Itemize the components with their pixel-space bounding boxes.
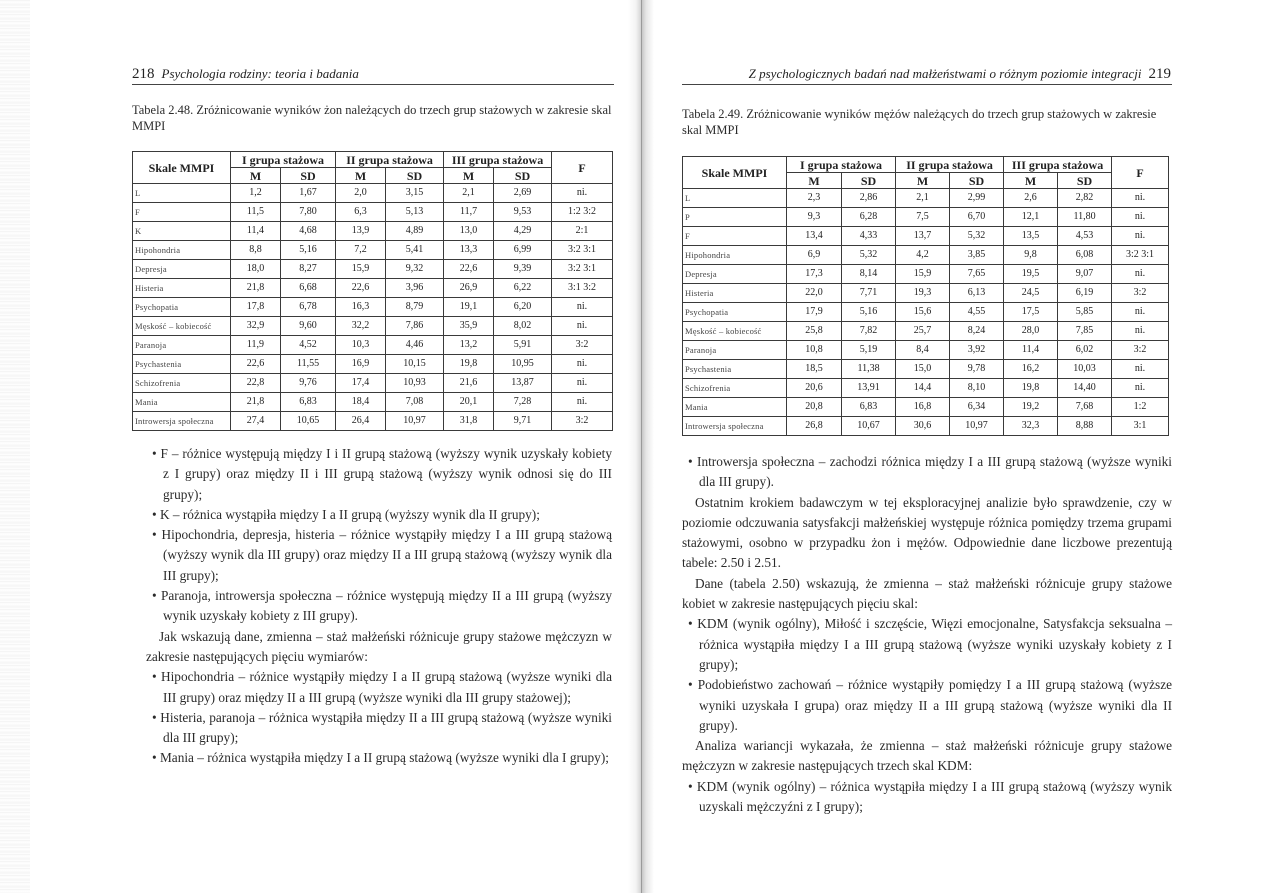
value-cell-m2: 32,2 <box>336 317 386 336</box>
header-group-2: II grupa stażowa <box>336 152 444 168</box>
value-cell-m2: 15,9 <box>336 260 386 279</box>
left-header-rule <box>132 84 614 85</box>
value-cell-sd3: 9,53 <box>494 203 552 222</box>
value-cell-sd1: 2,86 <box>842 189 896 208</box>
value-cell-m3: 13,0 <box>444 222 494 241</box>
value-cell-sd3: 5,91 <box>494 336 552 355</box>
value-cell-m3: 32,3 <box>1004 417 1058 436</box>
value-cell-m1: 10,8 <box>787 341 842 360</box>
value-cell-f: ni. <box>552 317 613 336</box>
value-cell-f: 3:2 <box>1112 284 1169 303</box>
value-cell-sd2: 10,97 <box>950 417 1004 436</box>
value-cell-m3: 11,7 <box>444 203 494 222</box>
value-cell-sd2: 9,32 <box>386 260 444 279</box>
value-cell-sd2: 3,92 <box>950 341 1004 360</box>
scale-name-cell: Paranoja <box>133 336 231 355</box>
scale-name-cell: Depresja <box>133 260 231 279</box>
header-m: M <box>444 168 494 184</box>
value-cell-sd2: 5,32 <box>950 227 1004 246</box>
header-f: F <box>552 152 613 184</box>
value-cell-sd3: 9,71 <box>494 412 552 431</box>
value-cell-m1: 22,8 <box>231 374 281 393</box>
value-cell-sd3: 10,95 <box>494 355 552 374</box>
table-row <box>133 374 613 393</box>
value-cell-sd3: 13,87 <box>494 374 552 393</box>
value-cell-m3: 19,1 <box>444 298 494 317</box>
value-cell-sd2: 10,97 <box>386 412 444 431</box>
value-cell-f: 3:1 3:2 <box>552 279 613 298</box>
value-cell-m3: 26,9 <box>444 279 494 298</box>
value-cell-m3: 31,8 <box>444 412 494 431</box>
scale-name-cell: F <box>683 227 787 246</box>
header-group-1: I grupa stażowa <box>787 157 896 173</box>
left-page-number: 218 <box>132 66 155 82</box>
table-row <box>133 298 613 317</box>
value-cell-sd2: 2,99 <box>950 189 1004 208</box>
value-cell-f: ni. <box>552 184 613 203</box>
header-group-1: I grupa stażowa <box>231 152 336 168</box>
table-row <box>133 260 613 279</box>
value-cell-sd3: 10,03 <box>1058 360 1112 379</box>
value-cell-m2: 2,1 <box>896 189 950 208</box>
value-cell-sd3: 11,80 <box>1058 208 1112 227</box>
left-running-head <box>132 66 359 83</box>
header-m: M <box>896 173 950 189</box>
value-cell-m1: 22,6 <box>231 355 281 374</box>
value-cell-sd2: 4,46 <box>386 336 444 355</box>
value-cell-f: 3:2 <box>552 412 613 431</box>
value-cell-m1: 6,9 <box>787 246 842 265</box>
value-cell-f: ni. <box>1112 265 1169 284</box>
value-cell-m2: 8,4 <box>896 341 950 360</box>
table-row <box>133 336 613 355</box>
table-row <box>683 341 1169 360</box>
value-cell-m1: 9,3 <box>787 208 842 227</box>
value-cell-sd2: 6,13 <box>950 284 1004 303</box>
bullet-item: • Mania – różnica wystąpiła między I a II grupą stażową (wyższe wyniki dla I grupy); <box>152 750 609 766</box>
scale-name-cell: Schizofrenia <box>133 374 231 393</box>
value-cell-f: ni. <box>552 393 613 412</box>
value-cell-f: 3:2 3:1 <box>552 241 613 260</box>
value-cell-m3: 22,6 <box>444 260 494 279</box>
value-cell-m1: 11,4 <box>231 222 281 241</box>
table-row <box>683 284 1169 303</box>
value-cell-m1: 18,0 <box>231 260 281 279</box>
table-row <box>683 360 1169 379</box>
value-cell-m3: 16,2 <box>1004 360 1058 379</box>
scale-name-cell: Schizofrenia <box>683 379 787 398</box>
value-cell-sd1: 7,71 <box>842 284 896 303</box>
right-page <box>632 0 1263 893</box>
table-row <box>683 227 1169 246</box>
value-cell-sd2: 7,65 <box>950 265 1004 284</box>
value-cell-sd2: 8,79 <box>386 298 444 317</box>
header-group-3: III grupa stażowa <box>1004 157 1112 173</box>
value-cell-sd1: 4,33 <box>842 227 896 246</box>
value-cell-m1: 11,5 <box>231 203 281 222</box>
left-running-title: Psychologia rodziny: teoria i badania <box>161 66 359 81</box>
scale-name-cell: Hipohondria <box>683 246 787 265</box>
value-cell-m3: 13,3 <box>444 241 494 260</box>
value-cell-f: 3:2 3:1 <box>1112 246 1169 265</box>
value-cell-sd2: 8,10 <box>950 379 1004 398</box>
value-cell-sd1: 4,52 <box>281 336 336 355</box>
bullet-item: • K – różnica wystąpiła między I a II grupą (wyższy wynik dla II grupy); <box>152 506 540 522</box>
header-m: M <box>787 173 842 189</box>
value-cell-sd1: 5,32 <box>842 246 896 265</box>
value-cell-m2: 15,0 <box>896 360 950 379</box>
value-cell-m3: 11,4 <box>1004 341 1058 360</box>
value-cell-m3: 9,8 <box>1004 246 1058 265</box>
scale-name-cell: Hipohondria <box>133 241 231 260</box>
right-body-text <box>682 452 1172 817</box>
scale-name-cell: Mania <box>683 398 787 417</box>
value-cell-m1: 22,0 <box>787 284 842 303</box>
value-cell-sd2: 3,15 <box>386 184 444 203</box>
value-cell-m3: 35,9 <box>444 317 494 336</box>
value-cell-m1: 21,8 <box>231 393 281 412</box>
left-body-text <box>146 444 612 769</box>
value-cell-m2: 4,2 <box>896 246 950 265</box>
table-row <box>683 208 1169 227</box>
value-cell-sd1: 5,16 <box>842 303 896 322</box>
scale-name-cell: Histeria <box>683 284 787 303</box>
value-cell-sd1: 5,19 <box>842 341 896 360</box>
table-row <box>133 355 613 374</box>
value-cell-m1: 8,8 <box>231 241 281 260</box>
value-cell-m1: 32,9 <box>231 317 281 336</box>
value-cell-f: ni. <box>552 374 613 393</box>
value-cell-sd2: 3,96 <box>386 279 444 298</box>
header-m: M <box>1004 173 1058 189</box>
header-f: F <box>1112 157 1169 189</box>
bullet-item: • KDM (wynik ogólny), Miłość i szczęście, Więzi emocjonalne, Satysfakcja seksualna – różnica wystąpiła między I a III grupą stażową (wyższe wyniki uzyskały kobiety z I grupy); <box>688 616 1172 672</box>
table-row <box>133 184 613 203</box>
value-cell-m2: 7,5 <box>896 208 950 227</box>
value-cell-sd1: 10,67 <box>842 417 896 436</box>
value-cell-sd1: 9,76 <box>281 374 336 393</box>
value-cell-m3: 2,6 <box>1004 189 1058 208</box>
value-cell-m2: 26,4 <box>336 412 386 431</box>
value-cell-sd1: 6,68 <box>281 279 336 298</box>
table-row <box>133 279 613 298</box>
value-cell-m1: 20,6 <box>787 379 842 398</box>
table-row <box>683 303 1169 322</box>
value-cell-m2: 7,2 <box>336 241 386 260</box>
value-cell-sd1: 9,60 <box>281 317 336 336</box>
scale-name-cell: Introwersja społeczna <box>133 412 231 431</box>
right-running-head <box>749 66 1171 83</box>
value-cell-sd3: 4,29 <box>494 222 552 241</box>
header-sd: SD <box>281 168 336 184</box>
left-mmpi-table <box>132 151 613 431</box>
value-cell-f: ni. <box>1112 208 1169 227</box>
scale-name-cell: Depresja <box>683 265 787 284</box>
paragraph: Ostatnim krokiem badawczym w tej eksploracyjnej analizie było sprawdzenie, czy w poziomie odczuwania satysfakcji małżeńskiej występuje różnica pomiędzy trzema grupami stażowymi, osobno w przypadku żon i mężów. Odpowiednie dane liczbowe prezentują tabele: 2.50 i 2.51. <box>682 494 1172 571</box>
value-cell-m3: 19,5 <box>1004 265 1058 284</box>
right-running-title: Z psychologicznych badań nad małżeństwami o różnym poziomie integracji <box>748 66 1142 81</box>
value-cell-m2: 13,9 <box>336 222 386 241</box>
value-cell-sd3: 8,88 <box>1058 417 1112 436</box>
value-cell-m1: 18,5 <box>787 360 842 379</box>
value-cell-sd2: 3,85 <box>950 246 1004 265</box>
value-cell-sd3: 6,08 <box>1058 246 1112 265</box>
value-cell-m2: 15,9 <box>896 265 950 284</box>
bullet-item: • Histeria, paranoja – różnica wystąpiła między II a III grupą stażową (wyższe wyniki dla III grupy); <box>152 709 612 746</box>
header-m: M <box>336 168 386 184</box>
value-cell-f: 2:1 <box>552 222 613 241</box>
value-cell-f: ni. <box>552 298 613 317</box>
value-cell-m2: 30,6 <box>896 417 950 436</box>
table-row <box>683 265 1169 284</box>
table-row <box>683 417 1169 436</box>
value-cell-m1: 2,3 <box>787 189 842 208</box>
value-cell-f: ni. <box>1112 379 1169 398</box>
value-cell-f: 1:2 3:2 <box>552 203 613 222</box>
paragraph: Jak wskazują dane, zmienna – staż małżeński różnicuje grupy stażowe mężczyzn w zakresie następujących pięciu wymiarów: <box>146 628 612 664</box>
value-cell-sd2: 10,93 <box>386 374 444 393</box>
value-cell-sd3: 7,28 <box>494 393 552 412</box>
value-cell-sd1: 8,14 <box>842 265 896 284</box>
left-table-caption: Tabela 2.48. Zróżnicowanie wyników żon należących do trzech grup stażowych w zakresie skal MMPI <box>132 103 612 133</box>
value-cell-sd1: 6,28 <box>842 208 896 227</box>
right-mmpi-table <box>682 156 1169 436</box>
scale-name-cell: Introwersja społeczna <box>683 417 787 436</box>
value-cell-m1: 11,9 <box>231 336 281 355</box>
value-cell-sd2: 5,13 <box>386 203 444 222</box>
header-sd: SD <box>950 173 1004 189</box>
value-cell-m3: 13,5 <box>1004 227 1058 246</box>
value-cell-m2: 13,7 <box>896 227 950 246</box>
value-cell-f: ni. <box>1112 360 1169 379</box>
value-cell-m1: 21,8 <box>231 279 281 298</box>
value-cell-m2: 17,4 <box>336 374 386 393</box>
value-cell-f: ni. <box>552 355 613 374</box>
value-cell-sd1: 11,55 <box>281 355 336 374</box>
value-cell-m3: 28,0 <box>1004 322 1058 341</box>
scale-name-cell: Męskość – kobiecość <box>133 317 231 336</box>
value-cell-m2: 15,6 <box>896 303 950 322</box>
bullet-item: • Paranoja, introwersja społeczna – różnice występują między II a III grupą (wyższy wynik uzyskały kobiety z III grupy). <box>152 588 612 624</box>
value-cell-sd3: 5,85 <box>1058 303 1112 322</box>
value-cell-sd3: 6,20 <box>494 298 552 317</box>
header-group-3: III grupa stażowa <box>444 152 552 168</box>
table-row <box>133 203 613 222</box>
value-cell-m1: 26,8 <box>787 417 842 436</box>
value-cell-m2: 18,4 <box>336 393 386 412</box>
value-cell-sd3: 6,22 <box>494 279 552 298</box>
scale-name-cell: L <box>683 189 787 208</box>
scale-name-cell: Mania <box>133 393 231 412</box>
value-cell-sd1: 6,83 <box>281 393 336 412</box>
value-cell-f: ni. <box>1112 189 1169 208</box>
value-cell-sd1: 7,80 <box>281 203 336 222</box>
value-cell-m1: 17,9 <box>787 303 842 322</box>
value-cell-m3: 2,1 <box>444 184 494 203</box>
right-header-rule <box>682 84 1172 85</box>
bullet-item: • Hipochondria – różnice wystąpiły między I a II grupą stażową (wyższe wyniki dla III grupy) oraz między II a III grupą (wyższe wyniki dla III grupy stażowej); <box>152 669 612 705</box>
value-cell-sd3: 7,68 <box>1058 398 1112 417</box>
value-cell-m1: 1,2 <box>231 184 281 203</box>
value-cell-m1: 25,8 <box>787 322 842 341</box>
right-table-caption: Tabela 2.49. Zróżnicowanie wyników mężów należących do trzech grup stażowych w zakresie skal MMPI <box>682 107 1157 137</box>
value-cell-sd2: 6,70 <box>950 208 1004 227</box>
header-sd: SD <box>386 168 444 184</box>
value-cell-m2: 2,0 <box>336 184 386 203</box>
value-cell-sd2: 4,55 <box>950 303 1004 322</box>
value-cell-f: 3:2 <box>552 336 613 355</box>
scale-name-cell: L <box>133 184 231 203</box>
value-cell-m1: 17,3 <box>787 265 842 284</box>
value-cell-sd3: 6,99 <box>494 241 552 260</box>
value-cell-sd1: 11,38 <box>842 360 896 379</box>
value-cell-m3: 19,2 <box>1004 398 1058 417</box>
scale-name-cell: Psychopatia <box>683 303 787 322</box>
table-row <box>683 189 1169 208</box>
header-m: M <box>231 168 281 184</box>
value-cell-f: 3:1 <box>1112 417 1169 436</box>
value-cell-m2: 10,3 <box>336 336 386 355</box>
value-cell-m3: 24,5 <box>1004 284 1058 303</box>
value-cell-sd2: 10,15 <box>386 355 444 374</box>
value-cell-sd3: 9,07 <box>1058 265 1112 284</box>
value-cell-sd1: 1,67 <box>281 184 336 203</box>
value-cell-m2: 16,9 <box>336 355 386 374</box>
bullet-item: • Hipochondria, depresja, histeria – różnice wystąpiły między I a III grupą stażową (wyższy wynik dla III grupy) oraz między II a III grupą stażową (wyższy wynik dla III grupy); <box>152 527 612 583</box>
value-cell-m3: 21,6 <box>444 374 494 393</box>
value-cell-sd3: 6,02 <box>1058 341 1112 360</box>
value-cell-f: 1:2 <box>1112 398 1169 417</box>
value-cell-f: 3:2 <box>1112 341 1169 360</box>
value-cell-sd3: 14,40 <box>1058 379 1112 398</box>
value-cell-sd2: 6,34 <box>950 398 1004 417</box>
value-cell-sd3: 2,69 <box>494 184 552 203</box>
value-cell-m2: 19,3 <box>896 284 950 303</box>
value-cell-m2: 16,3 <box>336 298 386 317</box>
right-page-number: 219 <box>1148 66 1171 82</box>
value-cell-sd2: 9,78 <box>950 360 1004 379</box>
value-cell-m1: 27,4 <box>231 412 281 431</box>
table-row <box>133 222 613 241</box>
value-cell-sd1: 10,65 <box>281 412 336 431</box>
value-cell-sd1: 6,83 <box>842 398 896 417</box>
bullet-item: • F – różnice występują między I i II grupą stażową (wyższy wynik uzyskały kobiety z I grupy) oraz między II i III grupą stażową (wyższy wynik odnosi się do III grupy); <box>152 446 612 502</box>
value-cell-m2: 14,4 <box>896 379 950 398</box>
table-row <box>683 322 1169 341</box>
value-cell-sd1: 8,27 <box>281 260 336 279</box>
value-cell-sd1: 4,68 <box>281 222 336 241</box>
bullet-item: • Introwersja społeczna – zachodzi różnica między I a III grupą stażową (wyższe wyniki dla III grupy). <box>688 454 1172 490</box>
value-cell-sd3: 4,53 <box>1058 227 1112 246</box>
scale-name-cell: K <box>133 222 231 241</box>
value-cell-m1: 20,8 <box>787 398 842 417</box>
value-cell-sd1: 13,91 <box>842 379 896 398</box>
header-sd: SD <box>842 173 896 189</box>
scale-name-cell: Histeria <box>133 279 231 298</box>
value-cell-sd2: 4,89 <box>386 222 444 241</box>
value-cell-m2: 25,7 <box>896 322 950 341</box>
value-cell-m3: 20,1 <box>444 393 494 412</box>
value-cell-m2: 16,8 <box>896 398 950 417</box>
value-cell-m1: 17,8 <box>231 298 281 317</box>
header-sd: SD <box>1058 173 1112 189</box>
scale-name-cell: F <box>133 203 231 222</box>
value-cell-m2: 22,6 <box>336 279 386 298</box>
value-cell-f: ni. <box>1112 322 1169 341</box>
value-cell-sd3: 8,02 <box>494 317 552 336</box>
scale-name-cell: Męskość – kobiecość <box>683 322 787 341</box>
value-cell-sd2: 7,86 <box>386 317 444 336</box>
value-cell-f: ni. <box>1112 303 1169 322</box>
value-cell-sd3: 2,82 <box>1058 189 1112 208</box>
scale-name-cell: P <box>683 208 787 227</box>
table-row <box>683 379 1169 398</box>
bullet-item: • Podobieństwo zachowań – różnice wystąpiły pomiędzy I a III grupą stażową (wyższe wyniki uzyskała I grupa) oraz między II a III grupą stażową (wyższe wyniki dla II grupy). <box>688 677 1172 733</box>
value-cell-sd2: 8,24 <box>950 322 1004 341</box>
table-row <box>683 398 1169 417</box>
value-cell-sd2: 5,41 <box>386 241 444 260</box>
header-sd: SD <box>494 168 552 184</box>
value-cell-m3: 17,5 <box>1004 303 1058 322</box>
value-cell-sd2: 7,08 <box>386 393 444 412</box>
table-row <box>133 241 613 260</box>
table-row <box>133 412 613 431</box>
header-skale: Skale MMPI <box>683 157 787 189</box>
value-cell-sd3: 9,39 <box>494 260 552 279</box>
bullet-item: • KDM (wynik ogólny) – różnica wystąpiła między I a III grupą stażową (wyższy wynik uzyskali mężczyźni z I grupy); <box>688 778 1172 815</box>
header-skale: Skale MMPI <box>133 152 231 184</box>
value-cell-sd1: 5,16 <box>281 241 336 260</box>
paragraph: Analiza wariancji wykazała, że zmienna – staż małżeński różnicuje grupy stażowe mężczyzn w zakresie następujących trzech skal KDM: <box>682 738 1172 774</box>
table-row <box>133 317 613 336</box>
scale-name-cell: Psychastenia <box>133 355 231 374</box>
table-row <box>683 246 1169 265</box>
value-cell-m3: 13,2 <box>444 336 494 355</box>
value-cell-sd1: 7,82 <box>842 322 896 341</box>
value-cell-m3: 19,8 <box>444 355 494 374</box>
value-cell-sd3: 7,85 <box>1058 322 1112 341</box>
scale-name-cell: Psychastenia <box>683 360 787 379</box>
header-group-2: II grupa stażowa <box>896 157 1004 173</box>
table-row <box>133 393 613 412</box>
value-cell-sd3: 6,19 <box>1058 284 1112 303</box>
value-cell-f: 3:2 3:1 <box>552 260 613 279</box>
paragraph: Dane (tabela 2.50) wskazują, że zmienna – staż małżeński różnicuje grupy stażowe kobiet w zakresie następujących pięciu skal: <box>682 575 1172 612</box>
scale-name-cell: Psychopatia <box>133 298 231 317</box>
value-cell-m2: 6,3 <box>336 203 386 222</box>
value-cell-f: ni. <box>1112 227 1169 246</box>
value-cell-sd1: 6,78 <box>281 298 336 317</box>
value-cell-m3: 19,8 <box>1004 379 1058 398</box>
value-cell-m1: 13,4 <box>787 227 842 246</box>
value-cell-m3: 12,1 <box>1004 208 1058 227</box>
scale-name-cell: Paranoja <box>683 341 787 360</box>
